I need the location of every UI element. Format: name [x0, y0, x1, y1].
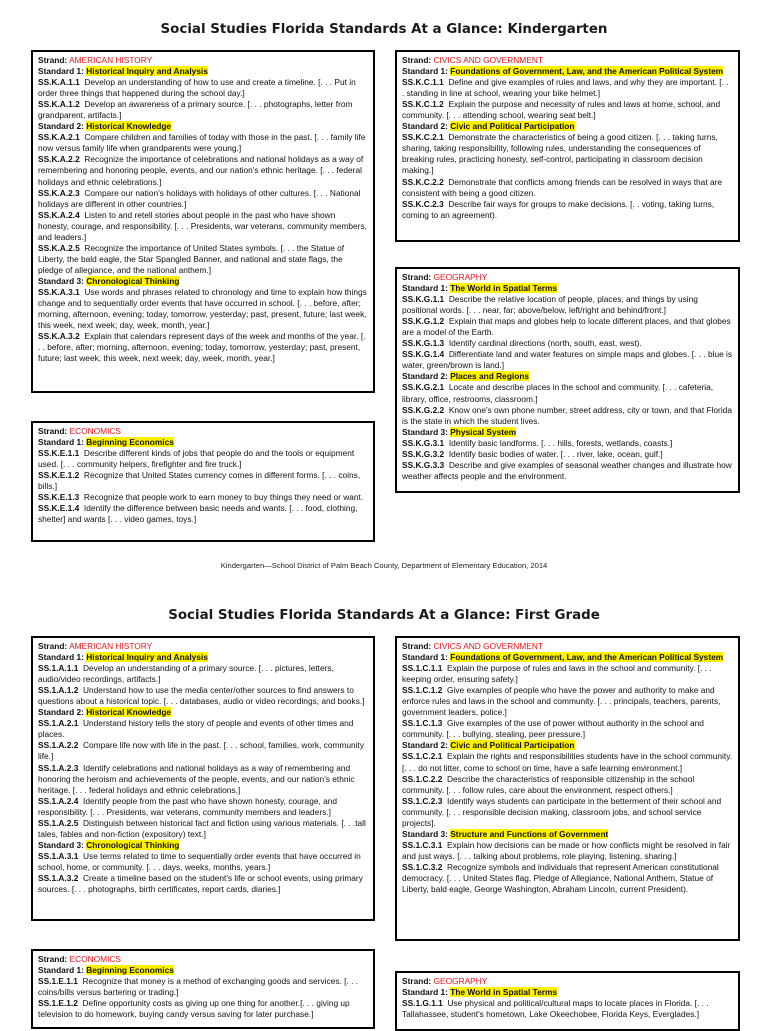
- benchmark-text: Explain that maps and globes help to locate different places, and that globes are a model of the Earth.: [402, 316, 731, 338]
- benchmark: [38, 763, 368, 796]
- benchmark-code: SS.1.C.3.2: [402, 861, 443, 872]
- standard-name: Structure and Functions of Government: [450, 828, 609, 839]
- k-civics-box: [395, 50, 740, 242]
- benchmark-code: SS.1.A.2.5: [38, 817, 79, 828]
- benchmark: [402, 796, 733, 829]
- benchmark-code: SS.K.C.2.2: [402, 176, 444, 187]
- benchmark: [38, 132, 368, 154]
- standard-name: Foundations of Government, Law, and the American Political System: [450, 66, 724, 77]
- benchmark-code: SS.K.C.1.1: [402, 77, 444, 88]
- benchmark-text: Identify basic landforms. [. . . hills, forests, wetlands, coasts.]: [448, 437, 673, 448]
- standard-name: Historical Knowledge: [86, 121, 172, 132]
- benchmark-text: Recognize symbols and individuals that represent American constitutional democracy. [. . . United States flag, Pledge of Allegiance, National Anthem, Statue of Liberty, bald eagle, George Washington, Abraham Lincoln, current President).: [402, 861, 719, 895]
- benchmark-text: Use terms related to time to sequentially order events that have occurred in school, home, or community. [. . . days, weeks, months, years.]: [38, 850, 361, 872]
- benchmark: [402, 382, 733, 404]
- strand-label: Strand:: [402, 976, 432, 986]
- benchmark: [38, 287, 368, 331]
- benchmark-code: SS.K.A.1.2: [38, 99, 80, 110]
- benchmark-text: Compare life now with life in the past. [. . . school, families, work, community life.]: [38, 740, 365, 762]
- standard-name: The World in Spatial Terms: [450, 283, 558, 294]
- benchmark: [402, 774, 733, 796]
- benchmark-code: SS.1.C.2.2: [402, 773, 443, 784]
- benchmark-text: Identify basic bodies of water. [. . . river, lake, ocean, gulf.]: [448, 448, 663, 459]
- strand-label: Strand:: [38, 954, 68, 964]
- first-american-history-box: [31, 636, 375, 921]
- benchmark: [38, 188, 368, 210]
- standard-name: Chronological Thinking: [86, 275, 180, 286]
- benchmark-code: SS.K.A.3.2: [38, 331, 80, 342]
- benchmark: [402, 77, 733, 99]
- benchmark-code: SS.K.A.2.2: [38, 154, 80, 165]
- standard-name: Chronological Thinking: [86, 839, 180, 850]
- benchmark: [402, 294, 733, 316]
- benchmark-code: SS.1.A.3.2: [38, 872, 79, 883]
- benchmark-code: SS.1.E.1.1: [38, 976, 78, 987]
- strand-name: ECONOMICS: [69, 954, 121, 964]
- benchmark: [402, 718, 733, 740]
- benchmark-text: Identify cardinal directions (north, south, east, west).: [448, 338, 642, 349]
- benchmark-code: SS.K.A.2.4: [38, 209, 80, 220]
- benchmark-code: SS.K.C.2.1: [402, 132, 444, 143]
- benchmark-text: Understand history tells the story of people and events of other times and places.: [38, 718, 354, 740]
- benchmark-code: SS.1.A.3.1: [38, 850, 79, 861]
- benchmark-text: Recognize the importance of celebrations and national holidays as a way of remembering and honoring people, events, and our nation's ethnic heritage. [. . . federal holidays and ethnic celebrations.]: [38, 154, 364, 187]
- standard-label: Standard 1:: [38, 652, 84, 663]
- benchmark-code: SS.1.C.2.1: [402, 751, 443, 762]
- benchmark-text: Describe fair ways for groups to make decisions. [. . voting, taking turns, coming to an agreement).: [402, 198, 715, 220]
- benchmark: [402, 663, 733, 685]
- standard-label: Standard 2:: [38, 121, 84, 132]
- benchmark-text: Identify celebrations and national holidays as a way of remembering and honoring the heroism and achievements of the people, events, and our nation's ethnic heritage. [. . . federal holidays and ethnic celebrations.]: [38, 762, 355, 795]
- standard-name: Historical Inquiry and Analysis: [86, 66, 208, 77]
- benchmark-code: SS.1.A.1.2: [38, 685, 79, 696]
- benchmark-code: SS.1.C.3.1: [402, 839, 443, 850]
- first-geography-box: [395, 971, 740, 1031]
- benchmark: [38, 663, 368, 685]
- benchmark-code: SS.1.E.1.2: [38, 998, 78, 1009]
- standard-label: Standard 1:: [402, 652, 448, 663]
- benchmark: [38, 851, 368, 873]
- standard-name: Historical Knowledge: [86, 707, 172, 718]
- benchmark-code: SS.1.A.1.1: [38, 663, 79, 674]
- standard-label: Standard 1:: [38, 437, 84, 448]
- benchmark: [38, 77, 368, 99]
- benchmark-text: Demonstrate the characteristics of being a good citizen. [. . . taking turns, sharing, taking responsibility, following rules, understanding the consequences of breaking rules, practicing honesty, self-control, participating in classroom decision making.]: [402, 132, 718, 176]
- benchmark-text: Describe the characteristics of responsible citizenship in the school community. [. . . follow rules, care about the environment, respect others.]: [402, 773, 695, 795]
- benchmark-text: Recognize that United States currency comes in different forms. [. . . coins, bills.]: [38, 470, 361, 492]
- benchmark: [38, 818, 368, 840]
- benchmark: [402, 438, 733, 449]
- strand-name: ECONOMICS: [69, 426, 121, 436]
- k-american-history-box: [31, 50, 375, 393]
- standard-label: Standard 3:: [38, 275, 84, 286]
- benchmark: [402, 177, 733, 199]
- benchmark-code: SS.K.A.3.1: [38, 286, 80, 297]
- benchmark: [38, 243, 368, 276]
- benchmark-code: SS.K.E.1.1: [38, 448, 80, 459]
- benchmark-code: SS.1.A.2.2: [38, 740, 79, 751]
- benchmark-text: Create a timeline based on the student's life or school events, using primary sources. [. . . photographs, birth certificates, report cards, diaries.]: [38, 872, 363, 895]
- benchmark-code: SS.K.G.3.1: [402, 437, 445, 448]
- strand-name: CIVICS AND GOVERNMENT: [433, 55, 543, 65]
- benchmark-text: Use words and phrases related to chronology and time to explain how things change and to sequentially order events that have occurred in school. [. . . before, after; morning, afternoon, evening; today, tomorrow, yesterday; past, present, future; last week, this week, next week; day, week, month, year.]: [38, 286, 367, 331]
- benchmark-text: Describe and give examples of seasonal weather changes and illustrate how weather affects people and the environment.: [402, 459, 732, 481]
- benchmark: [38, 154, 368, 187]
- benchmark-code: SS.K.A.2.5: [38, 242, 80, 253]
- benchmark: [402, 199, 733, 221]
- benchmark: [38, 873, 368, 895]
- benchmark-code: SS.K.E.1.2: [38, 470, 80, 481]
- standard-name: Places and Regions: [450, 371, 530, 382]
- first-economics-box: [31, 949, 375, 1029]
- benchmark-text: Listen to and retell stories about people in the past who have shown honesty, courage, and responsibility. [. . . Presidents, war veterans, community members, and leaders.]: [38, 209, 367, 242]
- standard-label: Standard 2:: [402, 121, 448, 132]
- benchmark-text: Define opportunity costs as giving up one thing for another.[. . . giving up television to do homework, buying candy versus saving for later purchase.]: [38, 998, 350, 1020]
- benchmark-text: Compare children and families of today with those in the past. [. . . family life now versus family life when grandparents were young.]: [38, 132, 366, 154]
- benchmark-code: SS.K.A.2.1: [38, 132, 80, 143]
- benchmark: [402, 460, 733, 482]
- benchmark: [402, 751, 733, 773]
- benchmark: [38, 210, 368, 243]
- benchmark-text: Give examples of people who have the power and authority to make and enforce rules and laws in the school and community. [. . . principals, teachers, parents, government leaders, police.]: [402, 685, 721, 718]
- strand-label: Strand:: [402, 55, 432, 65]
- benchmark-text: Distinguish between historical fact and fiction using various materials. [. . .tall tales, fables and non-fiction (expository) text.]: [38, 817, 366, 839]
- benchmark-code: SS.K.G.1.4: [402, 349, 445, 360]
- strand-name: GEOGRAPHY: [433, 976, 488, 986]
- benchmark: [38, 448, 368, 470]
- benchmark-code: SS.K.G.1.3: [402, 338, 445, 349]
- benchmark: [38, 685, 368, 707]
- benchmark-code: SS.K.G.3.2: [402, 448, 445, 459]
- benchmark-text: Define and give examples of rules and laws, and why they are important. [. . . standing in line at school, wearing your bike helmet.]: [402, 77, 729, 99]
- benchmark: [38, 976, 368, 998]
- benchmark-text: Explain how decisions can be made or how conflicts might be resolved in fair and just ways. [. . . talking about problems, role playing, listening, sharing.]: [402, 839, 731, 861]
- benchmark-text: Use physical and political/cultural maps to locate places in Florida. [. . . Tallahassee, student's hometown, Lake Okeechobee, Florida Keys, Everglades.]: [402, 998, 709, 1020]
- benchmark-code: SS.1.C.1.3: [402, 718, 443, 729]
- benchmark: [402, 998, 733, 1020]
- benchmark-text: Explain that calendars represent days of the week and months of the year. [. . . before, after; morning, afternoon, evening; today, tomorrow, yesterday; past, present, future; last week, this week, next week; day, week, month, year.]: [38, 331, 366, 364]
- benchmark-code: SS.1.A.2.3: [38, 762, 79, 773]
- benchmark-text: Compare our nation's holidays with holidays of other cultures. [. . . National holidays are different in other countries.]: [38, 187, 361, 209]
- benchmark-text: Explain the purpose and necessity of rules and laws at home, school, and community. [. . . attending school, wearing seat belt.]: [402, 99, 721, 121]
- benchmark: [38, 492, 368, 503]
- benchmark-code: SS.1.A.2.4: [38, 795, 79, 806]
- benchmark-text: Recognize the importance of United States symbols. [. . . the Statue of Liberty, the bald eagle, the Star Spangled Banner, and national and state flags, the pledge of allegiance, and the national anthem.]: [38, 242, 345, 275]
- benchmark-text: Know one's own phone number, street address, city or town, and that Florida is the state in which the student lives.: [402, 404, 732, 426]
- benchmark-text: Give examples of the use of power without authority in the school and community. [. . . bullying, stealing, peer pressure.]: [402, 718, 704, 740]
- benchmark-code: SS.1.C.2.3: [402, 795, 443, 806]
- benchmark-code: SS.K.G.2.1: [402, 382, 445, 393]
- benchmark-text: Develop an awareness of a primary source. [. . . photographs, letter from grandparent, artifacts.]: [38, 99, 353, 121]
- benchmark-code: SS.K.C.1.2: [402, 99, 444, 110]
- benchmark-text: Develop an understanding of how to use and create a timeline. [. . . Put in order three things that happened during the school day.]: [38, 77, 356, 99]
- benchmark-code: SS.K.G.2.2: [402, 404, 445, 415]
- standard-name: The World in Spatial Terms: [450, 987, 558, 998]
- benchmark-text: Explain the rights and responsibilities students have in the school community. [. . . do not litter, come to school on time, have a safe learning environment.]: [402, 751, 733, 773]
- benchmark-code: SS.1.C.1.2: [402, 685, 443, 696]
- benchmark-code: SS.K.G.3.3: [402, 459, 445, 470]
- benchmark: [402, 405, 733, 427]
- benchmark-code: SS.K.A.1.1: [38, 77, 80, 88]
- standard-name: Historical Inquiry and Analysis: [86, 652, 208, 663]
- benchmark: [402, 862, 733, 895]
- benchmark-code: SS.1.A.2.1: [38, 718, 79, 729]
- standard-label: Standard 3:: [402, 828, 448, 839]
- first-grade-title: Social Studies Florida Standards At a Glance: First Grade: [168, 608, 600, 623]
- standard-label: Standard 1:: [402, 283, 448, 294]
- benchmark-text: Recognize that people work to earn money to buy things they need or want.: [83, 492, 364, 503]
- benchmark-text: Locate and describe places in the school and community. [. . . cafeteria, library, office, restrooms, classroom.]: [402, 382, 714, 404]
- benchmark: [38, 99, 368, 121]
- strand-label: Strand:: [38, 641, 68, 651]
- benchmark-text: Recognize that money is a method of exchanging goods and services. [. . . coins/bills versus bartering or trading.]: [38, 976, 359, 998]
- benchmark-text: Differentiate land and water features on simple maps and globes. [. . . blue is water, green/brown is land.]: [402, 349, 733, 371]
- benchmark: [38, 740, 368, 762]
- standard-label: Standard 1:: [402, 66, 448, 77]
- benchmark-code: SS.K.G.1.1: [402, 294, 445, 305]
- benchmark-text: Identify ways students can participate in the betterment of their school and community. [. . . responsible decision making, classroom jobs, and school service projects].: [402, 795, 722, 828]
- benchmark-code: SS.K.A.2.3: [38, 187, 80, 198]
- standard-name: Civic and Political Participation: [450, 121, 575, 132]
- benchmark: [38, 998, 368, 1020]
- benchmark: [38, 503, 368, 525]
- standard-name: Beginning Economics: [86, 437, 174, 448]
- kindergarten-title: Social Studies Florida Standards At a Glance: Kindergarten: [160, 22, 608, 37]
- kindergarten-footer: Kindergarten—School District of Palm Beach County, Department of Elementary Education, 2014: [220, 561, 548, 570]
- benchmark: [402, 316, 733, 338]
- benchmark-text: Describe different kinds of jobs that people do and the tools or equipment used. [. . . community helpers, firefighter and fire truck.]: [38, 448, 355, 470]
- strand-name: AMERICAN HISTORY: [69, 641, 153, 651]
- k-geography-box: [395, 267, 740, 493]
- benchmark-text: Develop an understanding of a primary source. [. . . pictures, letters, audio/video recordings, artifacts.]: [38, 663, 334, 685]
- standard-label: Standard 3:: [402, 426, 448, 437]
- first-civics-box: [395, 636, 740, 941]
- benchmark: [38, 796, 368, 818]
- benchmark-code: SS.K.E.1.4: [38, 503, 80, 514]
- benchmark: [38, 331, 368, 364]
- benchmark: [402, 685, 733, 718]
- k-economics-box: [31, 421, 375, 542]
- benchmark: [402, 449, 733, 460]
- benchmark-code: SS.1.G.1.1: [402, 998, 443, 1009]
- benchmark-text: Identify the difference between basic needs and wants. [. . . food, clothing, shelter] and wants [. . . video games, toys.]: [38, 503, 358, 525]
- benchmark: [402, 132, 733, 176]
- standard-label: Standard 1:: [38, 66, 84, 77]
- benchmark: [402, 349, 733, 371]
- strand-label: Strand:: [38, 55, 68, 65]
- benchmark: [402, 338, 733, 349]
- standard-label: Standard 2:: [402, 740, 448, 751]
- benchmark-text: Explain the purpose of rules and laws in the school and community. [. . . keeping order, ensuring safety.]: [402, 663, 712, 685]
- benchmark-code: SS.K.C.2.3: [402, 198, 444, 209]
- strand-label: Strand:: [402, 272, 432, 282]
- benchmark-code: SS.1.C.1.1: [402, 663, 443, 674]
- strand-label: Strand:: [402, 641, 432, 651]
- benchmark: [402, 99, 733, 121]
- benchmark-text: Describe the relative location of people, places, and things by using positional words. [. . . near, far; above/below, left/right and behind/front.]: [402, 294, 698, 316]
- benchmark-text: Identify people from the past who have shown honesty, courage, and responsibility. [. . . Presidents, war veterans, community members and leaders.]: [38, 795, 338, 817]
- standard-name: Foundations of Government, Law, and the American Political System: [450, 652, 724, 663]
- standard-name: Physical System: [450, 426, 517, 437]
- standard-label: Standard 3:: [38, 839, 84, 850]
- strand-name: AMERICAN HISTORY: [69, 55, 153, 65]
- benchmark-code: SS.K.E.1.3: [38, 492, 80, 503]
- benchmark-text: Demonstrate that conflicts among friends can be resolved in ways that are consistent with being a good citizen.: [402, 176, 723, 198]
- benchmark-text: Understand how to use the media center/other sources to find answers to questions about a historical topic. [. . . databases, audio or video recordings, and books.]: [38, 685, 365, 707]
- benchmark: [38, 718, 368, 740]
- standard-label: Standard 2:: [38, 707, 84, 718]
- benchmark: [402, 840, 733, 862]
- standard-name: Beginning Economics: [86, 965, 174, 976]
- strand-name: GEOGRAPHY: [433, 272, 488, 282]
- benchmark: [38, 470, 368, 492]
- standard-label: Standard 1:: [402, 987, 448, 998]
- benchmark-code: SS.K.G.1.2: [402, 316, 445, 327]
- standard-label: Standard 1:: [38, 965, 84, 976]
- strand-label: Strand:: [38, 426, 68, 436]
- standard-label: Standard 2:: [402, 371, 448, 382]
- strand-name: CIVICS AND GOVERNMENT: [433, 641, 543, 651]
- standard-name: Civic and Political Participation: [450, 740, 575, 751]
